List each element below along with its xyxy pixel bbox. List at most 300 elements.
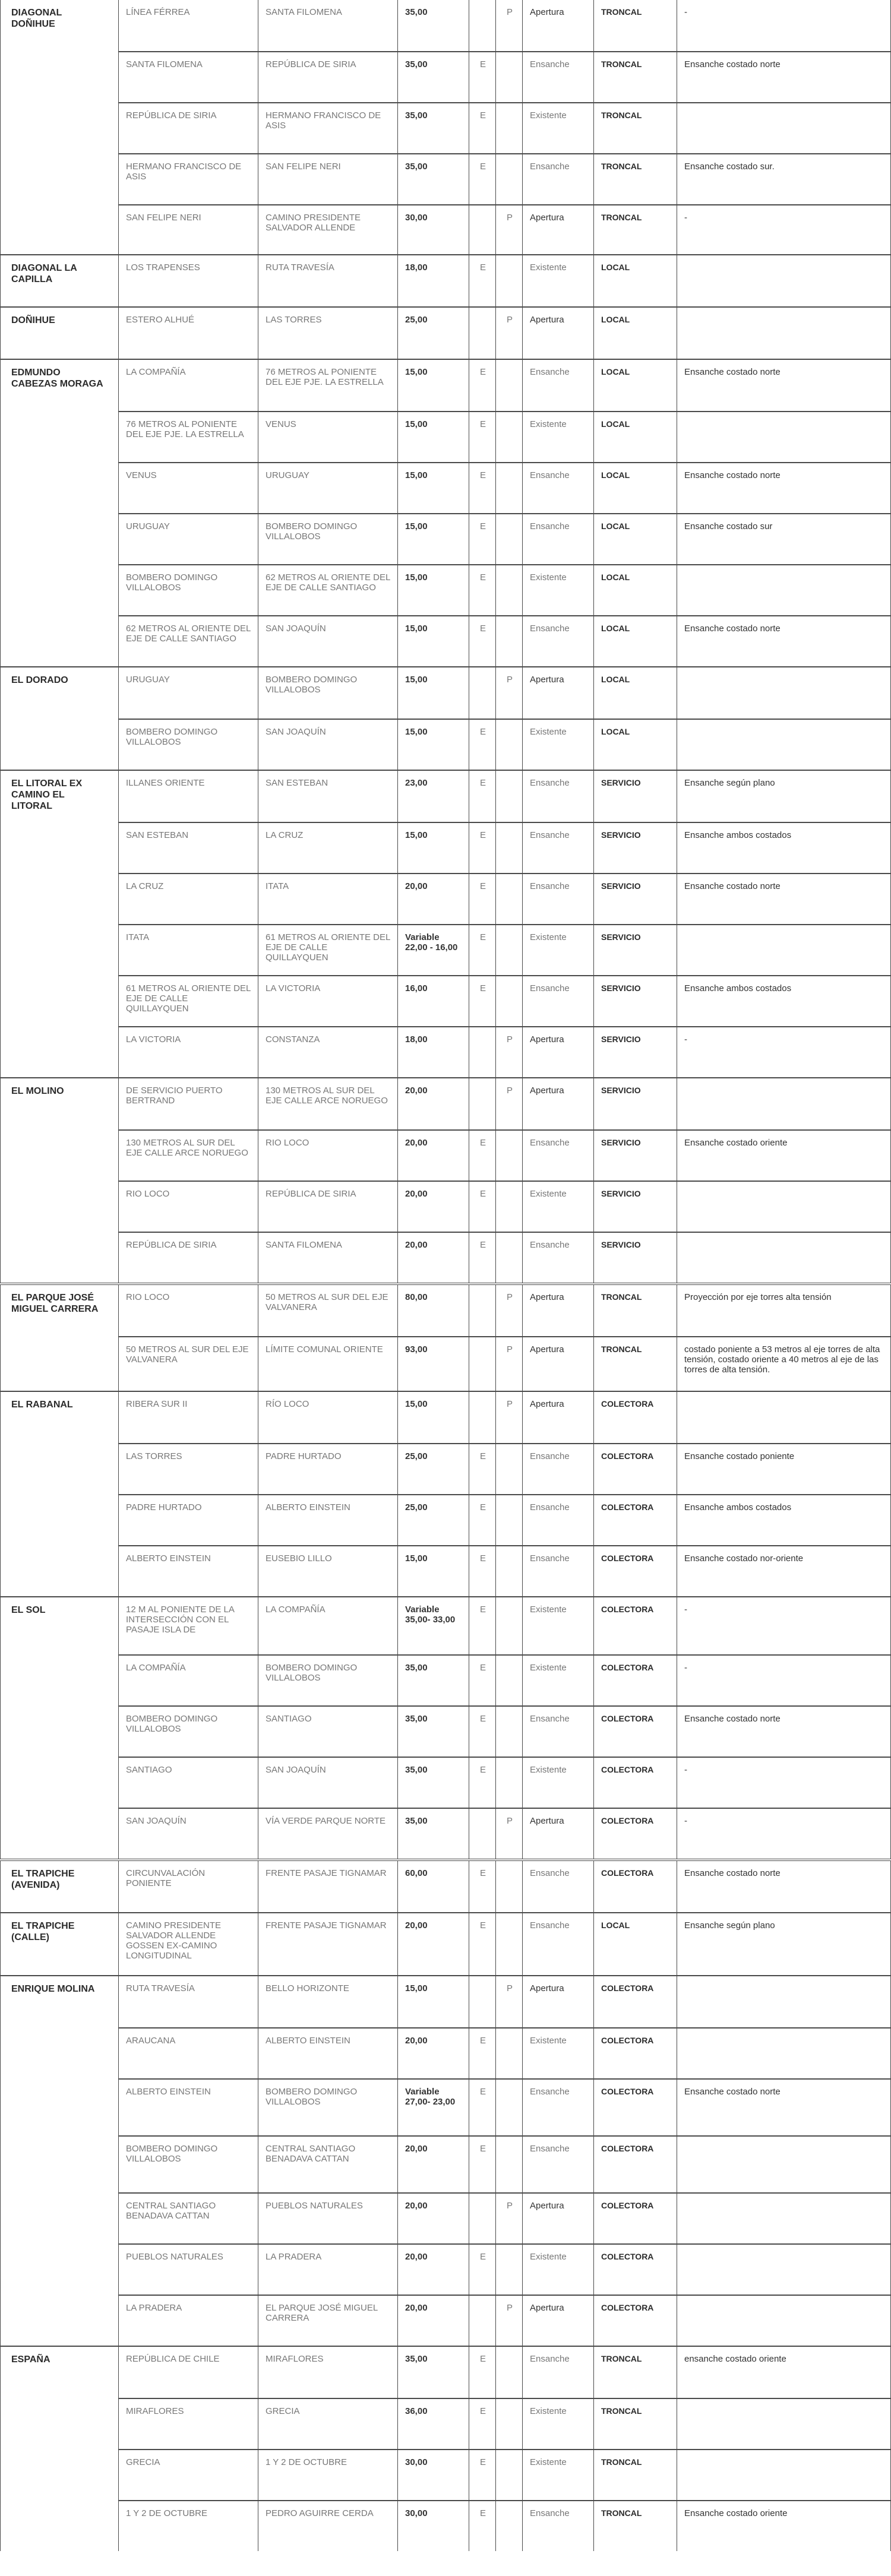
- type-cell: Apertura: [523, 0, 594, 51]
- street-name: DOÑIHUE: [0, 308, 119, 359]
- width-cell: 15,00: [398, 823, 469, 873]
- table-row: [119, 2243, 891, 2295]
- observation-cell: Ensanche costado norte: [677, 52, 891, 102]
- from-cell: 76 METROS AL PONIENTE DEL EJE PJE. LA ESTRELLA: [119, 412, 258, 462]
- observation-cell: [677, 1976, 891, 2027]
- to-cell: 1 Y 2 DE OCTUBRE: [258, 2450, 398, 2500]
- table-row: [119, 1026, 891, 1077]
- observation-cell: Ensanche costado poniente: [677, 1444, 891, 1494]
- existing-flag-cell: E: [469, 1182, 496, 1232]
- category-cell: SERVICIO: [594, 1131, 677, 1181]
- observation-cell: -: [677, 1758, 891, 1808]
- existing-flag-cell: [469, 1392, 496, 1443]
- table-row: [119, 1232, 891, 1283]
- existing-flag-cell: E: [469, 1861, 496, 1912]
- type-cell: Existente: [523, 2450, 594, 2500]
- projected-flag-cell: [496, 720, 523, 770]
- category-cell: TRONCAL: [594, 205, 677, 254]
- to-cell: PADRE HURTADO: [258, 1444, 398, 1494]
- category-cell: LOCAL: [594, 463, 677, 513]
- category-cell: LOCAL: [594, 565, 677, 615]
- from-cell: SANTA FILOMENA: [119, 52, 258, 102]
- projected-flag-cell: P: [496, 2194, 523, 2243]
- type-cell: Existente: [523, 1758, 594, 1808]
- projected-flag-cell: P: [496, 1976, 523, 2027]
- category-cell: SERVICIO: [594, 925, 677, 975]
- width-cell: 35,00: [398, 0, 469, 51]
- street-name: EL DORADO: [0, 667, 119, 770]
- projected-flag-cell: P: [496, 1078, 523, 1129]
- to-cell: RÍO LOCO: [258, 1392, 398, 1443]
- projected-flag-cell: [496, 514, 523, 564]
- table-row: [119, 2449, 891, 2500]
- projected-flag-cell: [496, 1707, 523, 1757]
- observation-cell: Ensanche costado norte: [677, 874, 891, 924]
- projected-flag-cell: [496, 1444, 523, 1494]
- observation-cell: [677, 925, 891, 975]
- width-cell: 20,00: [398, 1913, 469, 1975]
- observation-cell: Ensanche costado norte: [677, 1707, 891, 1757]
- to-cell: PEDRO AGUIRRE CERDA: [258, 2501, 398, 2551]
- type-cell: Ensanche: [523, 2137, 594, 2192]
- observation-cell: Ensanche costado norte: [677, 1861, 891, 1912]
- street-group: [0, 770, 891, 1077]
- street-group: [0, 254, 891, 306]
- to-cell: PUEBLOS NATURALES: [258, 2194, 398, 2243]
- street-name: EL LITORAL EX CAMINO EL LITORAL: [0, 771, 119, 1077]
- type-cell: Ensanche: [523, 874, 594, 924]
- from-cell: LOS TRAPENSES: [119, 255, 258, 306]
- category-cell: TRONCAL: [594, 2347, 677, 2398]
- existing-flag-cell: E: [469, 412, 496, 462]
- type-cell: Ensanche: [523, 52, 594, 102]
- category-cell: COLECTORA: [594, 1861, 677, 1912]
- existing-flag-cell: [469, 1078, 496, 1129]
- table-row: [119, 1705, 891, 1757]
- projected-flag-cell: P: [496, 1027, 523, 1077]
- projected-flag-cell: P: [496, 667, 523, 719]
- category-cell: TRONCAL: [594, 2450, 677, 2500]
- from-cell: BOMBERO DOMINGO VILLALOBOS: [119, 720, 258, 770]
- existing-flag-cell: E: [469, 255, 496, 306]
- category-cell: COLECTORA: [594, 1809, 677, 1859]
- type-cell: Apertura: [523, 1809, 594, 1859]
- type-cell: Apertura: [523, 308, 594, 359]
- projected-flag-cell: [496, 1233, 523, 1283]
- to-cell: VÍA VERDE PARQUE NORTE: [258, 1809, 398, 1859]
- observation-cell: [677, 2399, 891, 2449]
- projected-flag-cell: P: [496, 2296, 523, 2346]
- projected-flag-cell: [496, 1495, 523, 1545]
- table-row: [119, 615, 891, 666]
- to-cell: 50 METROS AL SUR DEL EJE VALVANERA: [258, 1285, 398, 1336]
- width-cell: 18,00: [398, 255, 469, 306]
- table-row: [119, 1654, 891, 1705]
- table-row: [119, 1757, 891, 1808]
- table-row: [119, 873, 891, 924]
- existing-flag-cell: [469, 308, 496, 359]
- type-cell: Existente: [523, 103, 594, 153]
- to-cell: REPÚBLICA DE SIRIA: [258, 1182, 398, 1232]
- from-cell: BOMBERO DOMINGO VILLALOBOS: [119, 1707, 258, 1757]
- to-cell: EL PARQUE JOSÉ MIGUEL CARRERA: [258, 2296, 398, 2346]
- observation-cell: Ensanche costado oriente: [677, 2501, 891, 2551]
- from-cell: ALBERTO EINSTEIN: [119, 2080, 258, 2135]
- existing-flag-cell: E: [469, 1913, 496, 1975]
- to-cell: ALBERTO EINSTEIN: [258, 1495, 398, 1545]
- existing-flag-cell: E: [469, 154, 496, 204]
- from-cell: PUEBLOS NATURALES: [119, 2245, 258, 2295]
- type-cell: Ensanche: [523, 1495, 594, 1545]
- projected-flag-cell: P: [496, 1337, 523, 1391]
- table-row: [119, 1392, 891, 1443]
- from-cell: 12 M AL PONIENTE DE LA INTERSECCIÓN CON EL PASAJE ISLA DE: [119, 1597, 258, 1654]
- width-cell: 30,00: [398, 2501, 469, 2551]
- observation-cell: [677, 1233, 891, 1283]
- type-cell: Ensanche: [523, 463, 594, 513]
- projected-flag-cell: [496, 1656, 523, 1705]
- category-cell: LOCAL: [594, 308, 677, 359]
- from-cell: MIRAFLORES: [119, 2399, 258, 2449]
- width-cell: 35,00: [398, 52, 469, 102]
- observation-cell: -: [677, 1597, 891, 1654]
- observation-cell: [677, 2194, 891, 2243]
- table-row: [119, 1336, 891, 1391]
- width-cell: 20,00: [398, 1131, 469, 1181]
- width-cell: 15,00: [398, 463, 469, 513]
- existing-flag-cell: [469, 1027, 496, 1077]
- projected-flag-cell: [496, 463, 523, 513]
- type-cell: Apertura: [523, 205, 594, 254]
- observation-cell: Ensanche costado norte: [677, 360, 891, 411]
- category-cell: COLECTORA: [594, 1707, 677, 1757]
- type-cell: Apertura: [523, 2296, 594, 2346]
- width-cell: 20,00: [398, 1233, 469, 1283]
- table-row: [119, 1129, 891, 1181]
- projected-flag-cell: P: [496, 205, 523, 254]
- table-row: [119, 667, 891, 719]
- existing-flag-cell: E: [469, 1546, 496, 1596]
- to-cell: GRECIA: [258, 2399, 398, 2449]
- width-cell: 15,00: [398, 412, 469, 462]
- table-row: [119, 1285, 891, 1336]
- category-cell: COLECTORA: [594, 2137, 677, 2192]
- from-cell: CAMINO PRESIDENTE SALVADOR ALLENDE GOSSEN EX-CAMINO LONGITUDINAL: [119, 1913, 258, 1975]
- from-cell: SAN JOAQUÍN: [119, 1809, 258, 1859]
- category-cell: LOCAL: [594, 514, 677, 564]
- existing-flag-cell: E: [469, 976, 496, 1026]
- observation-cell: Proyección por eje torres alta tensión: [677, 1285, 891, 1336]
- table-row: [119, 975, 891, 1026]
- observation-cell: -: [677, 0, 891, 51]
- category-cell: COLECTORA: [594, 1758, 677, 1808]
- observation-cell: Ensanche costado norte: [677, 2080, 891, 2135]
- category-cell: COLECTORA: [594, 1597, 677, 1654]
- type-cell: Apertura: [523, 1337, 594, 1391]
- from-cell: 62 METROS AL ORIENTE DEL EJE DE CALLE SANTIAGO: [119, 616, 258, 666]
- from-cell: ITATA: [119, 925, 258, 975]
- to-cell: SAN JOAQUÍN: [258, 1758, 398, 1808]
- projected-flag-cell: P: [496, 1809, 523, 1859]
- from-cell: SAN ESTEBAN: [119, 823, 258, 873]
- from-cell: RIO LOCO: [119, 1182, 258, 1232]
- type-cell: Ensanche: [523, 1707, 594, 1757]
- category-cell: LOCAL: [594, 667, 677, 719]
- existing-flag-cell: E: [469, 52, 496, 102]
- to-cell: RIO LOCO: [258, 1131, 398, 1181]
- category-cell: COLECTORA: [594, 1495, 677, 1545]
- type-cell: Ensanche: [523, 360, 594, 411]
- category-cell: LOCAL: [594, 412, 677, 462]
- to-cell: SANTIAGO: [258, 1707, 398, 1757]
- to-cell: SAN JOAQUÍN: [258, 616, 398, 666]
- to-cell: BELLO HORIZONTE: [258, 1976, 398, 2027]
- type-cell: Ensanche: [523, 1131, 594, 1181]
- category-cell: SERVICIO: [594, 874, 677, 924]
- from-cell: REPÚBLICA DE SIRIA: [119, 103, 258, 153]
- existing-flag-cell: E: [469, 720, 496, 770]
- table-row: [119, 2398, 891, 2449]
- projected-flag-cell: [496, 255, 523, 306]
- type-cell: Ensanche: [523, 771, 594, 822]
- observation-cell: [677, 720, 891, 770]
- projected-flag-cell: [496, 1758, 523, 1808]
- street-name: ENRIQUE MOLINA: [0, 1976, 119, 2346]
- from-cell: LÍNEA FÉRREA: [119, 0, 258, 51]
- street-group: [0, 0, 891, 254]
- width-cell: 35,00: [398, 1707, 469, 1757]
- street-name: DIAGONAL LA CAPILLA: [0, 255, 119, 306]
- type-cell: Existente: [523, 925, 594, 975]
- observation-cell: [677, 255, 891, 306]
- existing-flag-cell: E: [469, 1131, 496, 1181]
- street-group: [0, 666, 891, 770]
- existing-flag-cell: [469, 667, 496, 719]
- to-cell: ALBERTO EINSTEIN: [258, 2028, 398, 2078]
- from-cell: DE SERVICIO PUERTO BERTRAND: [119, 1078, 258, 1129]
- to-cell: REPÚBLICA DE SIRIA: [258, 52, 398, 102]
- width-cell: 35,00: [398, 1656, 469, 1705]
- street-name: EL TRAPICHE (CALLE): [0, 1913, 119, 1975]
- type-cell: Ensanche: [523, 154, 594, 204]
- projected-flag-cell: [496, 2501, 523, 2551]
- street-group: [0, 1596, 891, 1859]
- from-cell: 50 METROS AL SUR DEL EJE VALVANERA: [119, 1337, 258, 1391]
- category-cell: COLECTORA: [594, 2194, 677, 2243]
- projected-flag-cell: [496, 103, 523, 153]
- observation-cell: [677, 412, 891, 462]
- observation-cell: Ensanche ambos costados: [677, 976, 891, 1026]
- category-cell: TRONCAL: [594, 1285, 677, 1336]
- table-row: [119, 462, 891, 513]
- to-cell: 62 METROS AL ORIENTE DEL EJE DE CALLE SANTIAGO: [258, 565, 398, 615]
- width-cell: 23,00: [398, 771, 469, 822]
- width-cell: 15,00: [398, 1546, 469, 1596]
- width-cell: 20,00: [398, 874, 469, 924]
- from-cell: REPÚBLICA DE SIRIA: [119, 1233, 258, 1283]
- to-cell: 130 METROS AL SUR DEL EJE CALLE ARCE NORUEGO: [258, 1078, 398, 1129]
- observation-cell: Ensanche según plano: [677, 1913, 891, 1975]
- projected-flag-cell: [496, 565, 523, 615]
- to-cell: HERMANO FRANCISCO DE ASIS: [258, 103, 398, 153]
- width-cell: 15,00: [398, 1392, 469, 1443]
- table-row: [119, 564, 891, 615]
- category-cell: COLECTORA: [594, 2080, 677, 2135]
- table-row: [119, 308, 891, 359]
- category-cell: TRONCAL: [594, 52, 677, 102]
- table-row: [119, 2135, 891, 2192]
- type-cell: Ensanche: [523, 2501, 594, 2551]
- projected-flag-cell: [496, 360, 523, 411]
- observation-cell: Ensanche costado oriente: [677, 1131, 891, 1181]
- table-row: [119, 2500, 891, 2551]
- type-cell: Ensanche: [523, 1913, 594, 1975]
- projected-flag-cell: [496, 1597, 523, 1654]
- category-cell: TRONCAL: [594, 154, 677, 204]
- to-cell: MIRAFLORES: [258, 2347, 398, 2398]
- existing-flag-cell: E: [469, 874, 496, 924]
- category-cell: SERVICIO: [594, 823, 677, 873]
- to-cell: SANTA FILOMENA: [258, 0, 398, 51]
- table-row: [119, 924, 891, 975]
- width-cell: 20,00: [398, 2028, 469, 2078]
- to-cell: ITATA: [258, 874, 398, 924]
- category-cell: TRONCAL: [594, 2399, 677, 2449]
- projected-flag-cell: [496, 412, 523, 462]
- existing-flag-cell: [469, 0, 496, 51]
- category-cell: SERVICIO: [594, 1078, 677, 1129]
- from-cell: GRECIA: [119, 2450, 258, 2500]
- table-row: [119, 153, 891, 204]
- width-cell: 18,00: [398, 1027, 469, 1077]
- street-name: EL PARQUE JOSÉ MIGUEL CARRERA: [0, 1285, 119, 1391]
- from-cell: 61 METROS AL ORIENTE DEL EJE DE CALLE QUILLAYQUEN: [119, 976, 258, 1026]
- type-cell: Apertura: [523, 1027, 594, 1077]
- observation-cell: Ensanche costado norte: [677, 463, 891, 513]
- observation-cell: Ensanche costado norte: [677, 616, 891, 666]
- width-cell: 20,00: [398, 2137, 469, 2192]
- existing-flag-cell: E: [469, 1444, 496, 1494]
- to-cell: LA CRUZ: [258, 823, 398, 873]
- existing-flag-cell: [469, 205, 496, 254]
- type-cell: Apertura: [523, 2194, 594, 2243]
- projected-flag-cell: [496, 925, 523, 975]
- to-cell: BOMBERO DOMINGO VILLALOBOS: [258, 1656, 398, 1705]
- table-row: [119, 2027, 891, 2078]
- street-group: [0, 1912, 891, 1975]
- existing-flag-cell: [469, 1285, 496, 1336]
- existing-flag-cell: [469, 1809, 496, 1859]
- to-cell: 61 METROS AL ORIENTE DEL EJE DE CALLE QUILLAYQUEN: [258, 925, 398, 975]
- width-cell: Variable 27,00- 23,00: [398, 2080, 469, 2135]
- observation-cell: -: [677, 1656, 891, 1705]
- table-row: [119, 204, 891, 254]
- observation-cell: -: [677, 1809, 891, 1859]
- width-cell: 20,00: [398, 2245, 469, 2295]
- to-cell: 76 METROS AL PONIENTE DEL EJE PJE. LA ESTRELLA: [258, 360, 398, 411]
- to-cell: URUGUAY: [258, 463, 398, 513]
- to-cell: VENUS: [258, 412, 398, 462]
- to-cell: RUTA TRAVESÍA: [258, 255, 398, 306]
- table-row: [119, 1913, 891, 1975]
- from-cell: SAN FELIPE NERI: [119, 205, 258, 254]
- projected-flag-cell: P: [496, 0, 523, 51]
- type-cell: Apertura: [523, 1078, 594, 1129]
- category-cell: COLECTORA: [594, 1546, 677, 1596]
- existing-flag-cell: [469, 1337, 496, 1391]
- from-cell: PADRE HURTADO: [119, 1495, 258, 1545]
- width-cell: 15,00: [398, 514, 469, 564]
- category-cell: LOCAL: [594, 255, 677, 306]
- width-cell: 20,00: [398, 2296, 469, 2346]
- category-cell: LOCAL: [594, 616, 677, 666]
- projected-flag-cell: [496, 2137, 523, 2192]
- width-cell: 25,00: [398, 1495, 469, 1545]
- type-cell: Ensanche: [523, 1233, 594, 1283]
- projected-flag-cell: [496, 2399, 523, 2449]
- category-cell: LOCAL: [594, 720, 677, 770]
- category-cell: COLECTORA: [594, 2028, 677, 2078]
- street-group: [0, 2346, 891, 2551]
- type-cell: Existente: [523, 1656, 594, 1705]
- existing-flag-cell: E: [469, 2245, 496, 2295]
- type-cell: Ensanche: [523, 2347, 594, 2398]
- category-cell: COLECTORA: [594, 1392, 677, 1443]
- street-name: EL RABANAL: [0, 1392, 119, 1596]
- existing-flag-cell: E: [469, 360, 496, 411]
- type-cell: Ensanche: [523, 1444, 594, 1494]
- type-cell: Existente: [523, 720, 594, 770]
- observation-cell: -: [677, 205, 891, 254]
- width-cell: 20,00: [398, 1182, 469, 1232]
- street-group: [0, 1859, 891, 1912]
- category-cell: LOCAL: [594, 1913, 677, 1975]
- projected-flag-cell: [496, 154, 523, 204]
- width-cell: 30,00: [398, 2450, 469, 2500]
- type-cell: Apertura: [523, 667, 594, 719]
- observation-cell: [677, 308, 891, 359]
- existing-flag-cell: E: [469, 823, 496, 873]
- projected-flag-cell: [496, 2028, 523, 2078]
- existing-flag-cell: E: [469, 1656, 496, 1705]
- projected-flag-cell: [496, 616, 523, 666]
- to-cell: BOMBERO DOMINGO VILLALOBOS: [258, 2080, 398, 2135]
- existing-flag-cell: E: [469, 2347, 496, 2398]
- width-cell: 35,00: [398, 103, 469, 153]
- existing-flag-cell: E: [469, 1758, 496, 1808]
- to-cell: SAN FELIPE NERI: [258, 154, 398, 204]
- table-row: [119, 1181, 891, 1232]
- table-row: [119, 1545, 891, 1596]
- existing-flag-cell: E: [469, 463, 496, 513]
- observation-cell: [677, 2137, 891, 2192]
- observation-cell: Ensanche costado sur.: [677, 154, 891, 204]
- observation-cell: [677, 2296, 891, 2346]
- width-cell: Variable 22,00 - 16,00: [398, 925, 469, 975]
- table-row: [119, 1078, 891, 1129]
- type-cell: Apertura: [523, 1285, 594, 1336]
- table-row: [119, 822, 891, 873]
- type-cell: Ensanche: [523, 976, 594, 1026]
- to-cell: LA VICTORIA: [258, 976, 398, 1026]
- projected-flag-cell: [496, 2080, 523, 2135]
- width-cell: 15,00: [398, 667, 469, 719]
- street-group: [0, 1975, 891, 2346]
- from-cell: RIBERA SUR II: [119, 1392, 258, 1443]
- type-cell: Existente: [523, 2245, 594, 2295]
- table-row: [119, 0, 891, 51]
- observation-cell: [677, 103, 891, 153]
